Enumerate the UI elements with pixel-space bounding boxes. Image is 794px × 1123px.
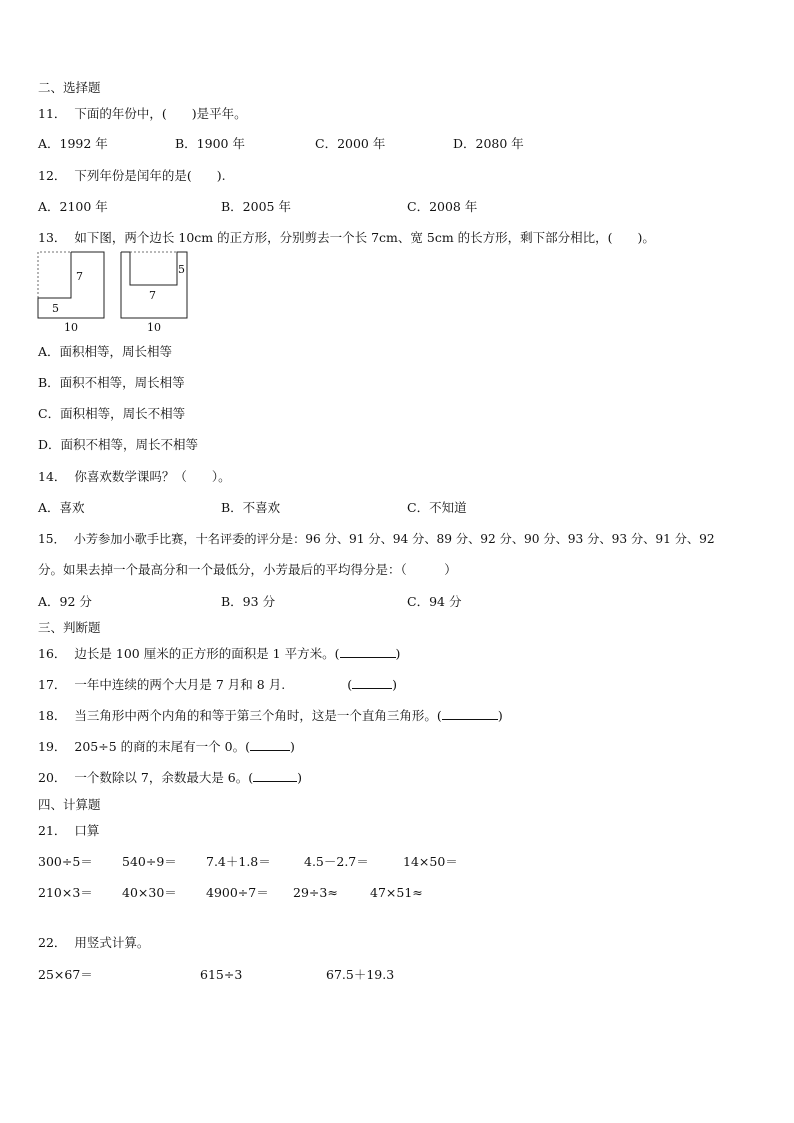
answer-paren-close: )	[392, 677, 397, 692]
option-c[interactable]: C．2000 年	[315, 136, 386, 151]
calc-item: 67.5＋19.3	[326, 967, 395, 982]
question-20	[38, 770, 302, 786]
answer-paren-open: (	[347, 677, 353, 692]
question-number: 20．	[38, 770, 67, 785]
question-number: 18．	[38, 708, 67, 723]
option-c[interactable]: C．94 分	[407, 594, 462, 609]
option-a[interactable]: A．92 分	[38, 594, 92, 609]
option-c[interactable]: C．2008 年	[407, 199, 478, 214]
answer-paren-close: )	[289, 739, 295, 754]
option-b[interactable]: B．93 分	[221, 594, 276, 609]
option-b[interactable]: B．2005 年	[221, 199, 291, 214]
question-15-options	[38, 594, 758, 610]
answer-blank[interactable]	[250, 739, 290, 751]
answer-paren-open: (	[436, 708, 442, 723]
answer-paren-open: (	[334, 646, 340, 661]
question-text: 用竖式计算。	[74, 935, 150, 950]
calc-item: 4.5－2.7＝	[304, 854, 369, 869]
calc-item: 14×50＝	[403, 854, 458, 869]
question-22	[38, 935, 149, 951]
question-11	[38, 106, 247, 122]
question-12	[38, 168, 226, 184]
option-d[interactable]: D．2080 年	[453, 136, 524, 151]
left-label-bottom: 10	[64, 321, 78, 334]
question-number: 13．	[38, 230, 67, 245]
answer-blank[interactable]	[352, 677, 392, 689]
question-15	[38, 531, 715, 547]
answer-blank[interactable]	[253, 770, 297, 782]
calc-item: 210×3＝	[38, 885, 93, 900]
answer-paren-close: )	[497, 708, 503, 723]
answer-paren-close: )	[297, 770, 303, 785]
section-heading-judge: 三、判断题	[38, 620, 101, 635]
option-a[interactable]: A．2100 年	[38, 199, 108, 214]
question-text-line1: 小芳参加小歌手比赛，十名评委的评分是：96 分、91 分、94 分、89 分、92 分、90 分、93 分、93 分、91 分、92	[73, 532, 715, 546]
right-label-horizontal: 7	[149, 289, 156, 302]
calc-item: 300÷5＝	[38, 854, 93, 869]
option-b[interactable]: B．不喜欢	[221, 500, 281, 515]
question-13	[38, 230, 655, 246]
question-text: 口算	[74, 823, 100, 838]
question-15-line2: 分。如果去掉一个最高分和一个最低分，小芳最后的平均得分是：（ ）	[38, 562, 457, 577]
question-14	[38, 469, 231, 485]
answer-blank[interactable]	[442, 708, 498, 720]
option-b[interactable]: B．面积不相等，周长相等	[38, 375, 185, 390]
calc-item: 4900÷7＝	[206, 885, 269, 900]
question-number: 15．	[38, 532, 66, 546]
calc-item: 40×30＝	[122, 885, 177, 900]
answer-paren-close: )	[395, 646, 401, 661]
option-a[interactable]: A．喜欢	[38, 500, 85, 515]
question-text: 205÷5 的商的末尾有一个 0。	[74, 739, 246, 754]
calc-item: 7.4＋1.8＝	[206, 854, 271, 869]
calc-item: 29÷3≈	[293, 885, 338, 900]
right-label-bottom: 10	[147, 321, 161, 334]
question-number: 16．	[38, 646, 67, 661]
left-label-horizontal: 5	[52, 302, 59, 315]
answer-blank[interactable]	[340, 646, 396, 658]
question-text: 一个数除以 7，余数最大是 6。	[74, 770, 249, 785]
question-21	[38, 823, 99, 839]
question-11-options	[38, 136, 758, 152]
right-label-vertical: 5	[178, 263, 185, 276]
answer-paren-open: (	[245, 739, 250, 754]
question-text: 下列年份是闰年的是( ).	[74, 168, 226, 183]
left-label-vertical: 7	[76, 270, 83, 283]
option-d[interactable]: D．面积不相等，周长不相等	[38, 437, 199, 452]
question-18	[38, 708, 503, 724]
question-number: 12．	[38, 168, 67, 183]
question-text: 下面的年份中，( )是平年。	[74, 106, 247, 121]
question-12-options	[38, 199, 758, 215]
option-a[interactable]: A．面积相等，周长相等	[38, 344, 173, 359]
question-text: 你喜欢数学课吗？（ ）。	[74, 469, 231, 484]
squares-figure	[36, 250, 196, 336]
question-number: 14．	[38, 469, 67, 484]
option-b[interactable]: B．1900 年	[175, 136, 245, 151]
question-number: 21．	[38, 823, 67, 838]
calc-item: 615÷3	[200, 967, 243, 982]
option-a[interactable]: A．1992 年	[38, 136, 108, 151]
question-text: 当三角形中两个内角的和等于第三个角时，这是一个直角三角形。	[74, 708, 437, 723]
section-heading-calc: 四、计算题	[38, 797, 101, 812]
question-19	[38, 739, 295, 755]
section-heading-choice: 二、选择题	[38, 80, 101, 95]
question-14-options	[38, 500, 758, 516]
option-c[interactable]: C．不知道	[407, 500, 467, 515]
calc-item: 47×51≈	[370, 885, 423, 900]
question-number: 11．	[38, 106, 67, 121]
calc-item: 25×67＝	[38, 967, 93, 982]
question-number: 22．	[38, 935, 67, 950]
calc-item: 540÷9＝	[122, 854, 177, 869]
left-square	[38, 252, 104, 334]
right-square	[121, 252, 187, 334]
question-text: 如下图，两个边长 10cm 的正方形，分别剪去一个长 7cm、宽 5cm 的长方形，剩下部分相比，( )。	[74, 230, 655, 245]
question-number: 19．	[38, 739, 67, 754]
question-text: 一年中连续的两个大月是 7 月和 8 月.	[74, 677, 286, 692]
question-16	[38, 646, 400, 662]
option-c[interactable]: C．面积相等，周长不相等	[38, 406, 186, 421]
question-17	[38, 677, 397, 693]
answer-paren-open: (	[248, 770, 254, 785]
question-number: 17．	[38, 677, 67, 692]
question-text: 边长是 100 厘米的正方形的面积是 1 平方米。	[74, 646, 335, 661]
